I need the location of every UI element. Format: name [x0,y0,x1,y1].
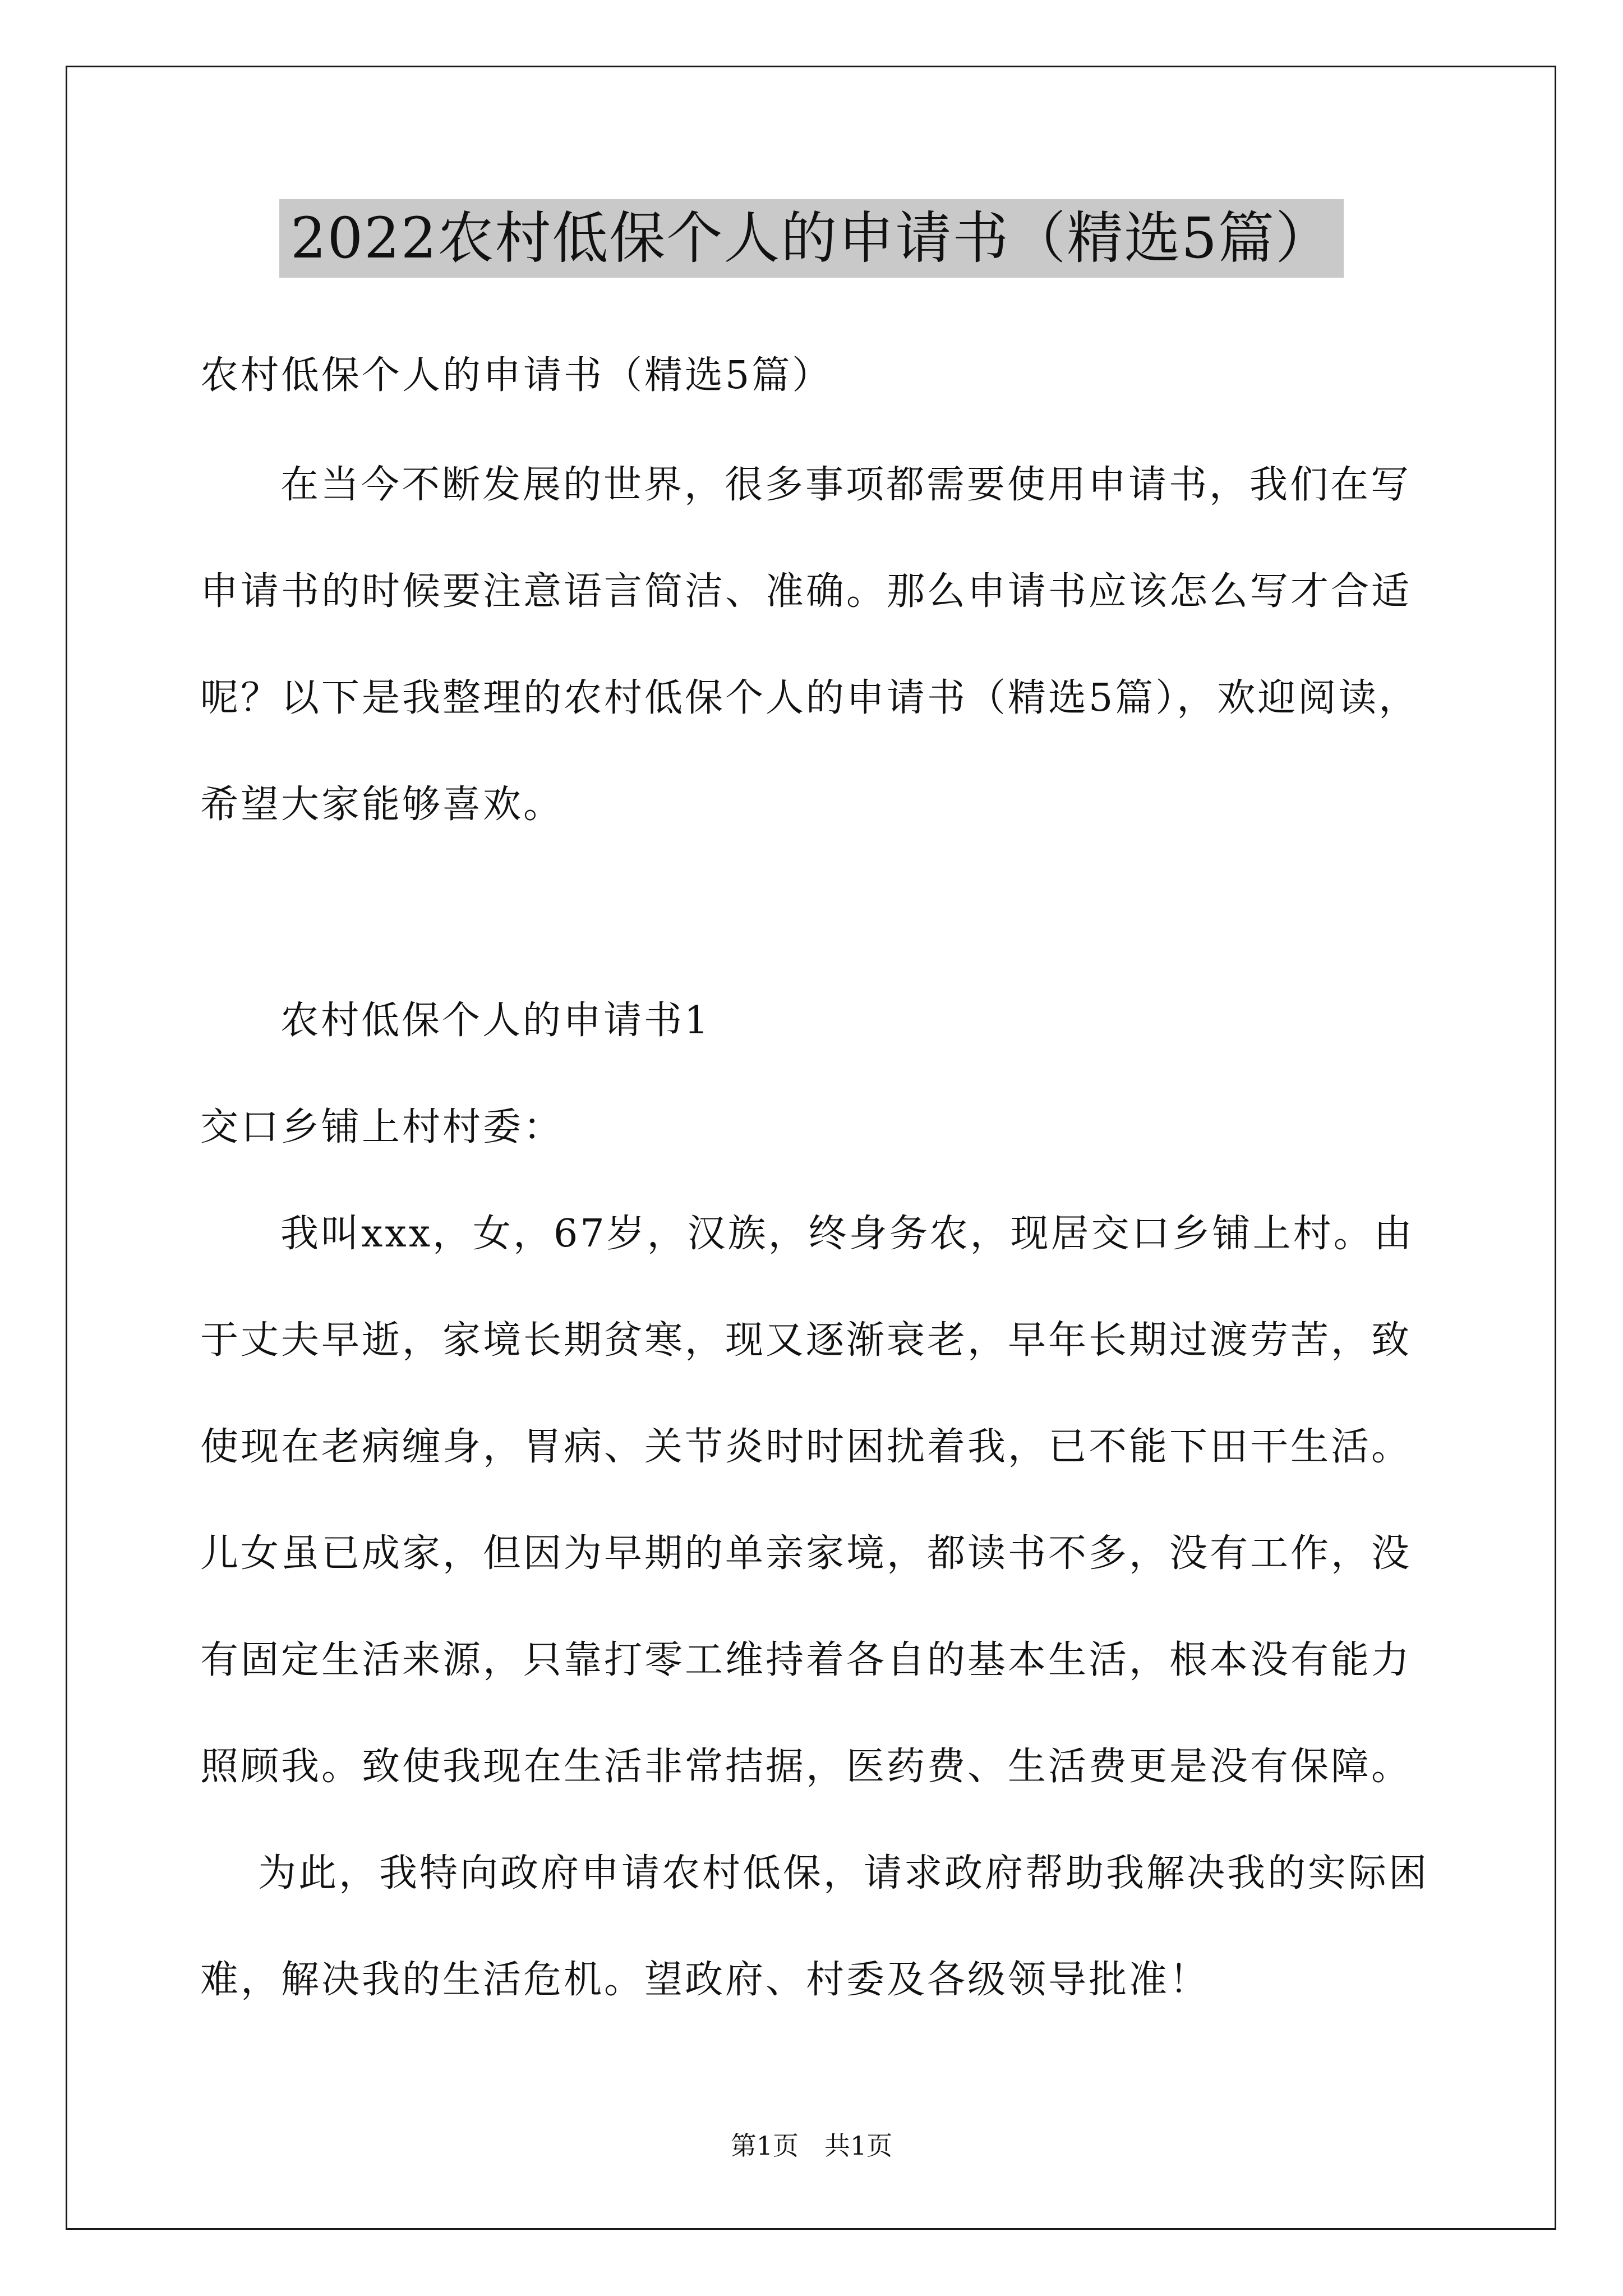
body-line: 使现在老病缠身，胃病、关节炎时时困扰着我，已不能下田干生活。 [200,1425,1412,1469]
document-title: 2022农村低保个人的申请书（精选5篇） [279,199,1344,278]
salutation: 交口乡铺上村村委： [200,1105,564,1149]
intro-line: 在当今不断发展的世界，很多事项都需要使用申请书，我们在写 [280,463,1412,507]
body-line: 儿女虽已成家，但因为早期的单亲家境，都读书不多，没有工作，没 [200,1531,1412,1576]
title-container [0,199,1623,278]
body-line: 有固定生活来源，只靠打零工维持着各自的基本生活，根本没有能力 [200,1638,1412,1682]
body-line: 照顾我。致使我现在生活非常拮据，医药费、生活费更是没有保障。 [200,1745,1412,1789]
section-heading: 农村低保个人的申请书1 [280,999,711,1043]
body-line: 我叫xxx，女，67岁，汉族，终身务农，现居交口乡铺上村。由 [280,1212,1414,1256]
request-line: 难，解决我的生活危机。望政府、村委及各级领导批准！ [200,1958,1210,2002]
intro-line: 申请书的时候要注意语言简洁、准确。那么申请书应该怎么写才合适 [200,569,1412,614]
document-subtitle: 农村低保个人的申请书（精选5篇） [200,353,833,398]
body-line: 于丈夫早逝，家境长期贫寒，现又逐渐衰老，早年长期过渡劳苦，致 [200,1318,1412,1363]
request-line: 为此，我特向政府申请农村低保，请求政府帮助我解决我的实际困 [258,1851,1430,1895]
intro-line: 希望大家能够喜欢。 [200,783,564,827]
page-footer: 第1页 共1页 [730,2131,893,2161]
intro-line: 呢？以下是我整理的农村低保个人的申请书（精选5篇），欢迎阅读， [200,676,1419,720]
